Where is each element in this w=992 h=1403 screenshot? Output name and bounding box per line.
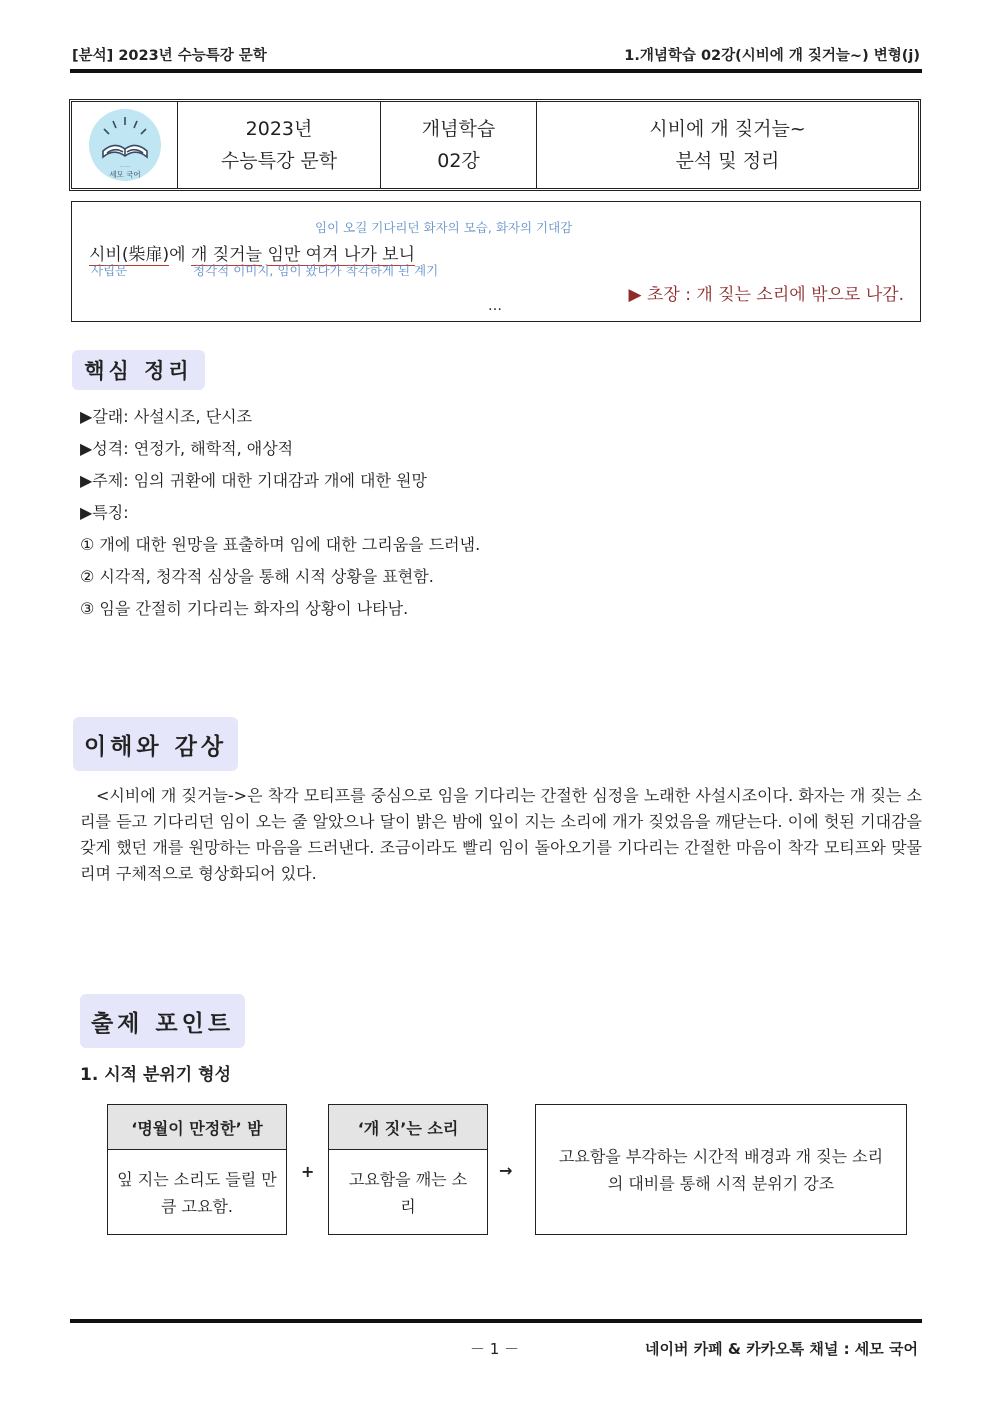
- flow-box-night: [107, 1104, 287, 1235]
- plus-sign: +: [301, 1162, 315, 1181]
- key-item-feature-2: ② 시각적, 청각적 심상을 통해 시적 상황을 표현함.: [80, 567, 434, 586]
- poem-particle: 에: [169, 245, 191, 265]
- key-item-features: ▶특징:: [80, 503, 129, 522]
- svg-text:······: ······: [118, 164, 131, 171]
- header-right-title: 1.개념학습 02강(시비에 개 짖거늘~) 변형(j): [624, 48, 920, 64]
- logo-text: 세모 국어: [108, 170, 141, 179]
- book-logo-icon: [87, 107, 163, 183]
- title-book: 수능특강 문학: [220, 150, 338, 172]
- key-item-feature-1: ① 개에 대한 원망을 표출하며 임에 대한 그리움을 드러냄.: [80, 535, 481, 554]
- section-appreciation: 이해와 감상: [73, 717, 238, 771]
- title-year: 2023년: [245, 118, 313, 140]
- poem-word-thought-lover: 임만 여겨 나가 보니: [267, 245, 416, 265]
- section-key-summary: 핵심 정리: [72, 350, 205, 390]
- flow-box-result-body: 고요함을 부각하는 시간적 배경과 개 짖는 소리의 대비를 통해 시적 분위기 강조: [558, 1146, 884, 1193]
- key-item-genre: ▶갈래: 사설시조, 단시조: [80, 407, 253, 426]
- poem-word-sibi: 시비(柴扉): [89, 245, 170, 265]
- poem-annotation-sound: 청각적 이미지, 임이 왔다가 착각하게 된 계기: [193, 263, 439, 278]
- poem-summary: ▶ 초장 : 개 짖는 소리에 밖으로 나감.: [628, 285, 904, 305]
- poem-ellipsis: …: [488, 298, 502, 314]
- title-work: 시비에 개 짖거늘~: [649, 118, 806, 140]
- appreciation-paragraph: <시비에 개 짖거늘->은 착각 모티프를 중심으로 임을 기다리는 간절한 심정을 노래한 사설시조이다. 화자는 개 짖는 소리를 듣고 기다리던 임이 오는 줄 알았으나 달이 밝은 밤에 잎이 지는 소리에 개가 짖었음을 깨닫는다. 이에 헛된 기대감을 갖게 했던 개를 원망하는 마음을 드러낸다. 조금이라도 빨리 임이 돌아오기를 기다리는 간절한 마음이 착각 모티프와 맞물리며 구체적으로 형상화되어 있다.: [80, 786, 922, 883]
- key-summary-list: [80, 401, 480, 625]
- title-lesson-number: 02강: [437, 150, 480, 172]
- key-item-feature-3: ③ 임을 간절히 기다리는 화자의 상황이 나타남.: [80, 599, 409, 618]
- section-exam-points: 출제 포인트: [80, 994, 245, 1048]
- poem-annotation-top: 임이 오길 기다리던 화자의 모습, 화자의 기대감: [315, 220, 573, 235]
- flow-box-bark-head: ‘개 짓’는 소리: [329, 1105, 487, 1150]
- flow-box-result: [535, 1104, 907, 1235]
- page-number: － 1 －: [470, 1340, 520, 1358]
- logo: [72, 102, 177, 188]
- flow-box-bark-body: 고요함을 깨는 소리: [348, 1170, 468, 1216]
- arrow-right-icon: →: [499, 1161, 513, 1180]
- header-left-title: [분석] 2023년 수능특강 문학: [72, 48, 267, 64]
- key-item-theme: ▶주제: 임의 귀환에 대한 기대감과 개에 대한 원망: [80, 471, 427, 490]
- poem-annotation-gate: 사립문: [91, 263, 128, 278]
- title-col-year: [177, 102, 380, 188]
- flow-box-night-body: 잎 지는 소리도 들릴 만큼 고요함.: [117, 1170, 277, 1216]
- title-box: [69, 99, 921, 191]
- key-item-character: ▶성격: 연정가, 해학적, 애상적: [80, 439, 294, 458]
- header-rule: [70, 69, 922, 73]
- title-analysis: 분석 및 정리: [675, 150, 780, 172]
- footer-channel: 네이버 카페 & 카카오톡 채널 : 세모 국어: [645, 1340, 918, 1358]
- title-lesson-type: 개념학습: [421, 118, 496, 140]
- title-col-lesson: [380, 102, 536, 188]
- title-col-work: [536, 102, 918, 188]
- flow-box-night-head: ‘명월이 만정한’ 밤: [108, 1105, 286, 1150]
- poem-word-dog-barks: 개 짖거늘: [190, 245, 263, 265]
- footer-rule: [70, 1319, 922, 1323]
- flow-box-bark: [328, 1104, 488, 1235]
- point1-title: 1. 시적 분위기 형성: [80, 1065, 231, 1085]
